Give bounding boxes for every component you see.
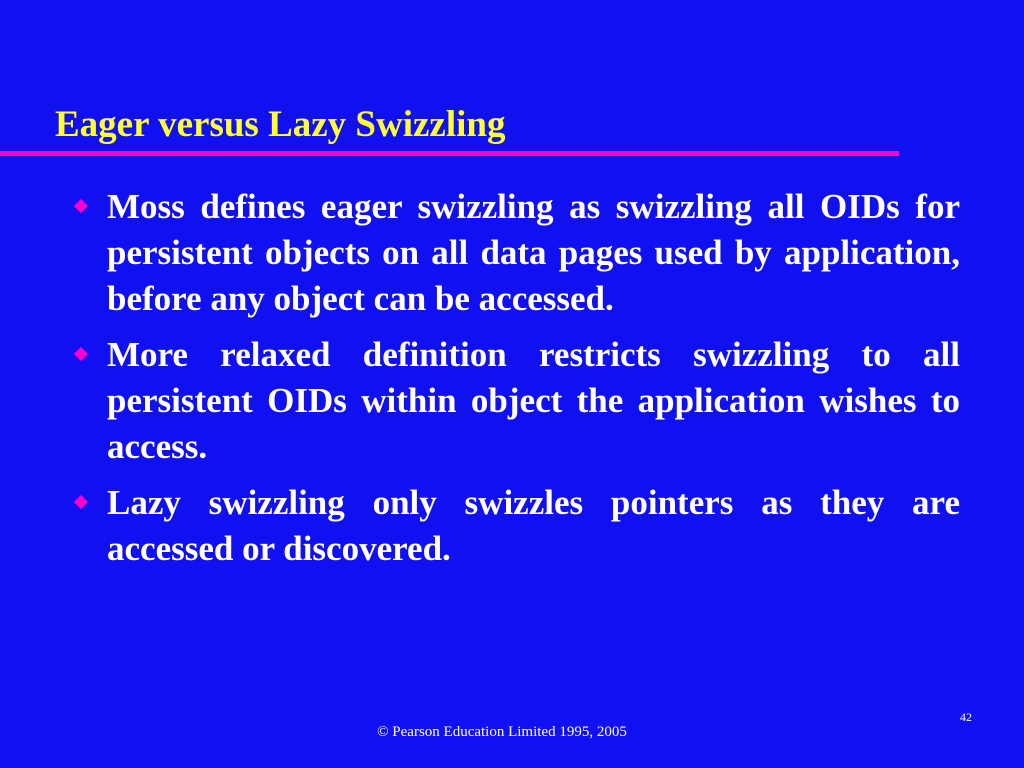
copyright-footer: © Pearson Education Limited 1995, 2005	[377, 724, 627, 740]
page-number: 42	[960, 710, 972, 724]
bullet-text: Moss defines eager swizzling as swizzling all OIDs for persistent objects on all data pages used by application, before any object can be accessed.	[107, 187, 960, 318]
bullet-text: More relaxed definition restricts swizzling to all persistent OIDs within object the application wishes to access.	[107, 335, 960, 466]
bullet-text: Lazy swizzling only swizzles pointers as they are accessed or discovered.	[107, 483, 960, 568]
list-item	[74, 480, 960, 572]
diamond-bullet-icon	[74, 495, 88, 509]
diamond-bullet-icon	[74, 199, 88, 213]
list-item	[74, 184, 960, 322]
slide-title: Eager versus Lazy Swizzling	[55, 104, 506, 145]
list-item	[74, 332, 960, 470]
diamond-bullet-icon	[74, 347, 88, 361]
bullet-list	[74, 184, 960, 582]
title-underline	[0, 151, 899, 156]
